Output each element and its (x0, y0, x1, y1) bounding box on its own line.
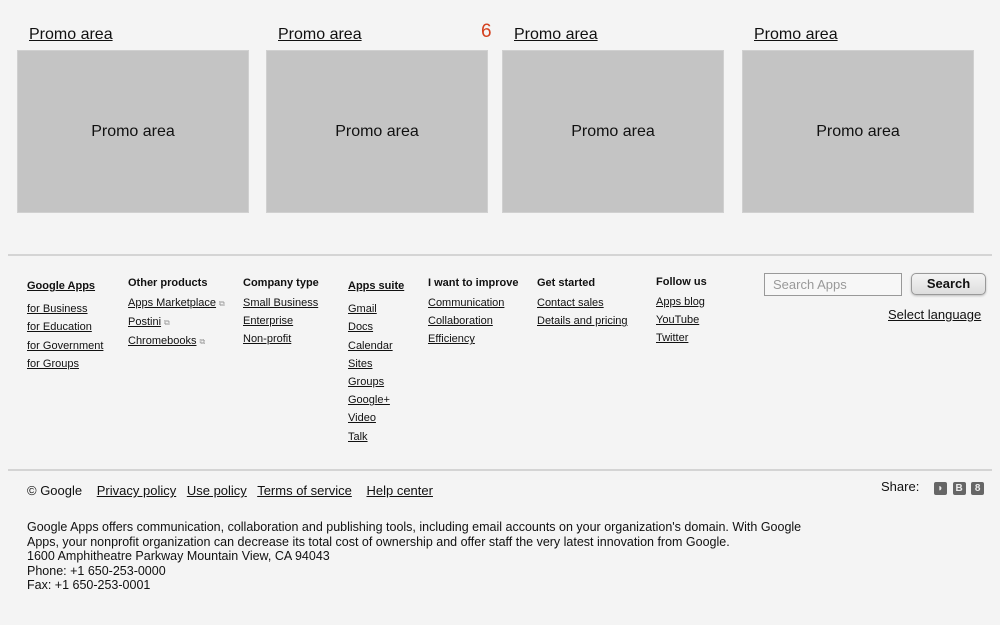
link-contact-sales[interactable]: Contact sales (537, 297, 604, 309)
link-chromebooks[interactable] (128, 332, 225, 351)
divider (8, 254, 992, 256)
divider (8, 469, 992, 471)
copyright: © Google (27, 483, 83, 498)
annotation-marker: 6 (481, 21, 492, 42)
footer-column-apps-suite (348, 277, 404, 446)
footer-column-improve (428, 277, 518, 349)
terms-link[interactable]: Terms of service (257, 483, 352, 498)
link-for-education[interactable]: for Education (27, 321, 92, 334)
column-heading[interactable]: Google Apps (27, 280, 96, 292)
link-calendar[interactable]: Calendar (348, 339, 393, 352)
footer-column-follow-us (656, 276, 707, 348)
link-for-groups[interactable]: for Groups (27, 357, 79, 370)
external-link-icon: ⧉ (219, 299, 225, 308)
privacy-policy-link[interactable]: Privacy policy (96, 483, 177, 498)
external-link-icon: ⧉ (164, 318, 170, 328)
search-input[interactable]: Search Apps (764, 273, 902, 296)
promo-box-3[interactable]: Promo area (502, 50, 724, 213)
link-label: Chromebooks (128, 335, 197, 348)
column-heading: I want to improve (428, 277, 519, 289)
promo-title-4[interactable]: Promo area (754, 26, 838, 43)
link-details-pricing[interactable]: Details and pricing (537, 315, 628, 328)
link-label: Apps Marketplace (128, 297, 217, 309)
use-policy-link[interactable]: Use policy (186, 483, 247, 498)
column-heading: Other products (128, 277, 208, 289)
fax: Fax: +1 650-253-0001 (27, 578, 151, 593)
blogger-icon[interactable]: B (953, 482, 966, 495)
link-small-business[interactable]: Small Business (243, 297, 319, 309)
phone: Phone: +1 650-253-0000 (27, 563, 166, 578)
link-apps-marketplace[interactable] (128, 294, 225, 313)
external-link-icon: ⧉ (199, 337, 206, 347)
description-text: Google Apps offers communication, collaboration and publishing tools, including email accounts on your organization's domain. With Google Apps, your nonprofit organization can decrease its total cost of ownership and offer staff the very latest innovation from Google. (27, 520, 802, 549)
description (27, 520, 807, 593)
footer-column-get-started (537, 277, 628, 330)
link-for-business[interactable]: for Business (27, 303, 88, 316)
column-heading[interactable]: Apps suite (348, 280, 405, 292)
promo-title-1[interactable]: Promo area (29, 26, 113, 43)
footer-column-company-type (243, 277, 319, 349)
link-apps-blog[interactable]: Apps blog (656, 296, 705, 308)
link-video[interactable]: Video (348, 412, 376, 425)
select-language-link[interactable]: Select language (888, 307, 982, 322)
google-plus-icon[interactable]: 8 (971, 482, 984, 495)
promo-box-2[interactable]: Promo area (266, 50, 488, 213)
link-talk[interactable]: Talk (348, 430, 368, 443)
search-button[interactable]: Search (911, 273, 986, 295)
link-postini[interactable] (128, 313, 225, 332)
help-center-link[interactable]: Help center (366, 483, 433, 498)
link-google-plus[interactable]: Google+ (348, 394, 390, 407)
address: 1600 Amphitheatre Parkway Mountain View, CA 94043 (27, 549, 330, 564)
promo-title-2[interactable]: Promo area (278, 26, 362, 43)
column-heading: Follow us (656, 276, 707, 288)
link-non-profit[interactable]: Non-profit (243, 333, 292, 346)
link-docs[interactable]: Docs (348, 321, 374, 334)
promo-title-3[interactable]: Promo area (514, 26, 598, 43)
link-collaboration[interactable]: Collaboration (428, 315, 493, 328)
promo-box-1[interactable]: Promo area (17, 50, 249, 213)
link-enterprise[interactable]: Enterprise (243, 315, 294, 328)
column-heading: Get started (537, 277, 596, 289)
link-youtube[interactable]: YouTube (656, 314, 700, 327)
link-label: Postini (128, 316, 162, 329)
link-communication[interactable]: Communication (428, 297, 505, 309)
promo-box-4[interactable]: Promo area (742, 50, 974, 213)
link-gmail[interactable]: Gmail (348, 303, 377, 316)
column-heading: Company type (243, 277, 319, 289)
link-twitter[interactable]: Twitter (656, 332, 689, 345)
link-groups[interactable]: Groups (348, 376, 385, 389)
rss-icon[interactable]: ◗ (934, 482, 947, 495)
share-label: Share: (881, 479, 920, 494)
footer-column-google-apps (27, 277, 103, 373)
share-bar (881, 479, 984, 495)
link-sites[interactable]: Sites (348, 357, 373, 370)
link-efficiency[interactable]: Efficiency (428, 333, 475, 346)
footer-column-other-products (128, 277, 225, 352)
link-for-government[interactable]: for Government (27, 339, 104, 352)
footer-links (27, 483, 440, 498)
